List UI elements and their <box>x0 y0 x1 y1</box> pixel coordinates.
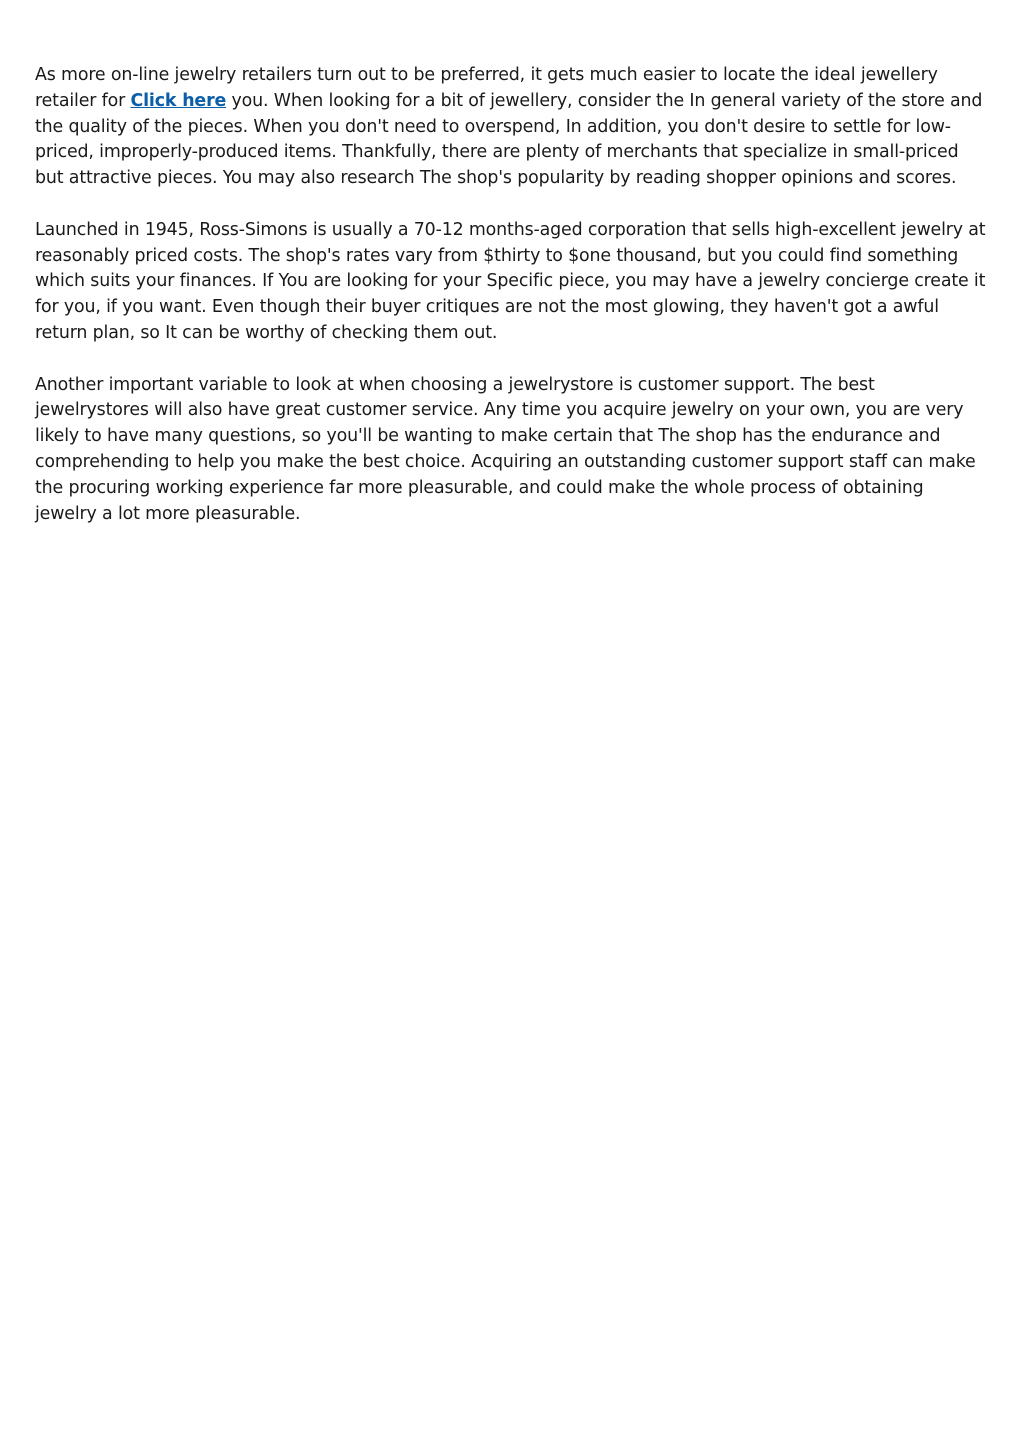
paragraph-1-text-end: you. When looking for a bit of jewellery, consider the In general variety of the store and the quality of the pieces. When you don't need to overspend, In addition, you don't desire to settle for low-priced, improperly-produced items. Thankfully, there are plenty of merchants that specialize in small-priced but attractive pieces. You may also research The shop's popularity by reading shopper opinions and scores. <box>35 90 983 189</box>
paragraph-1 <box>35 63 990 192</box>
document-body <box>35 63 990 553</box>
click-here-link[interactable]: Click here <box>130 90 227 111</box>
paragraph-2: Launched in 1945, Ross-Simons is usually a 70-12 months-aged corporation that sells high-excellent jewelry at reasonably priced costs. The shop's rates vary from $thirty to $one thousand, but you could find something which suits your finances. If You are looking for your Specific piece, you may have a jewelry concierge create it for you, if you want. Even though their buyer critiques are not the most glowing, they haven't got a awful return plan, so It can be worthy of checking them out. <box>35 219 986 343</box>
paragraph-1-text-start: As more on-line jewelry retailers turn out to be preferred, it gets much easier to locate the ideal jewellery retailer for <box>35 65 938 111</box>
paragraph-3: Another important variable to look at when choosing a jewelrystore is customer support. The best jewelrystores will also have great customer service. Any time you acquire jewelry on your own, you are very likely to have many questions, so you'll be wanting to make certain that The shop has the endurance and comprehending to help you make the best choice. Acquiring an outstanding customer support staff can make the procuring working experience far more pleasurable, and could make the whole process of obtaining jewelry a lot more pleasurable. <box>35 374 976 524</box>
